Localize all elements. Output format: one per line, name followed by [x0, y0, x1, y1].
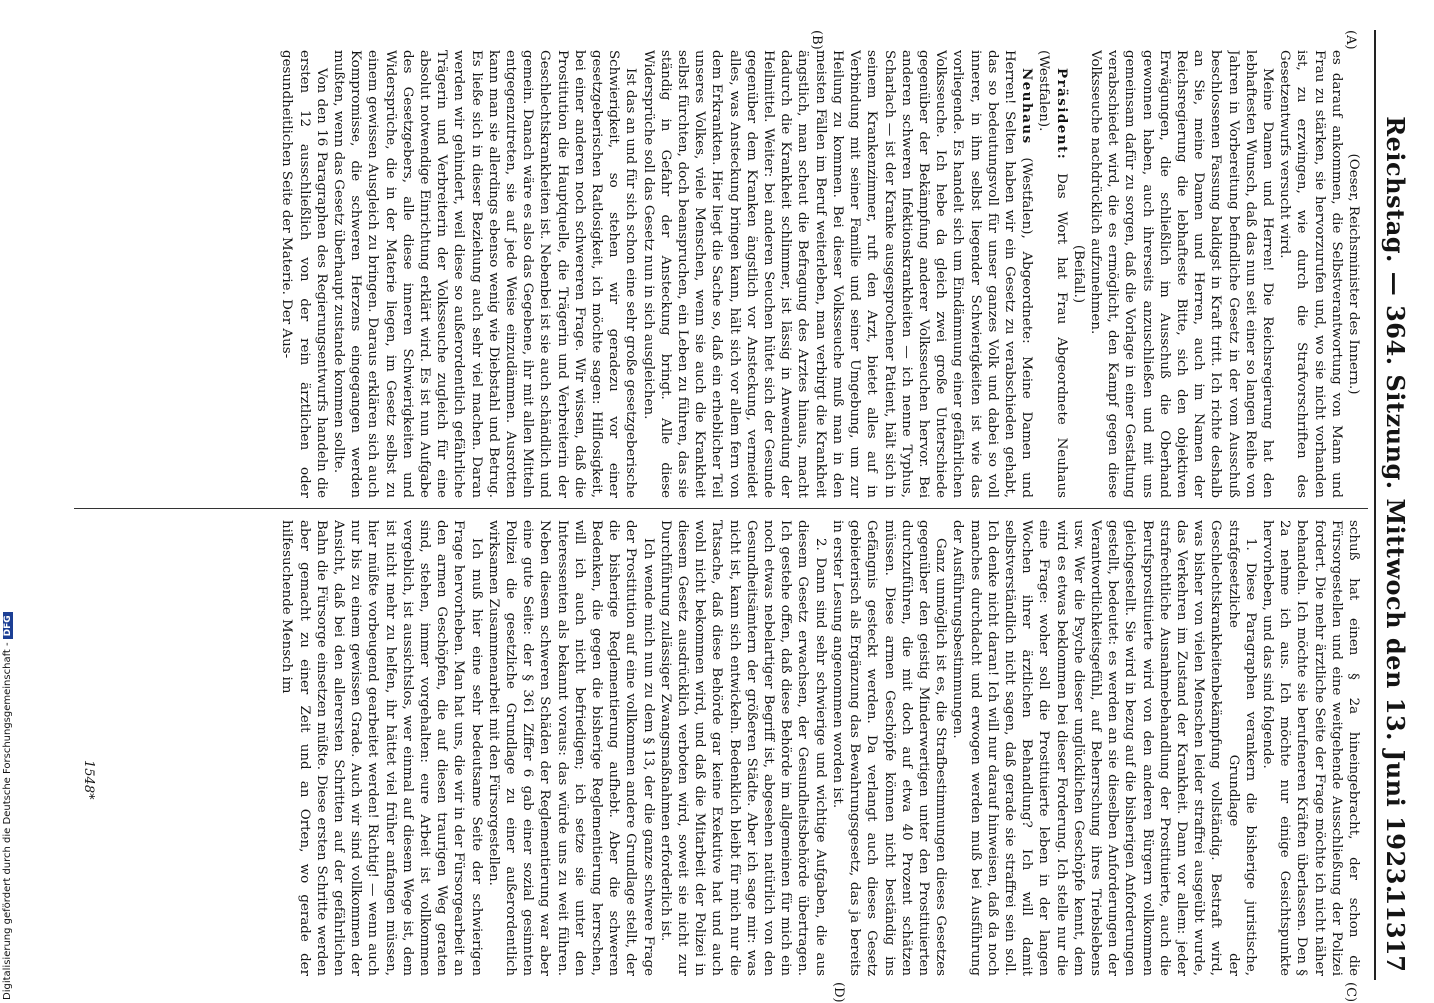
- footnote-mark: 1548*: [81, 760, 96, 800]
- page-number: 11317: [1381, 888, 1410, 972]
- speaker-name: Neuhaus: [1019, 68, 1036, 145]
- speaker-attribution: (Oeser, Reichsminister des Innern.): [1346, 153, 1361, 395]
- speech-paragraph: [639, 50, 1035, 498]
- paragraph: Meine Damen und Herren! Die Reichsregierung hat den lebhaftesten Wunsch, daß das nun seit einer so langen Reihe von Jahren in Vorbereitung befindliche Gesetz in der vom Ausschuß beschlossenen Fassung baldigst in Kraft tritt. Ich richte deshalb an Sie, meine Damen und Herren, auch im Namen der Reichsregierung die lebhafteste Bitte, sich den objektiven Erwägungen, die schließlich im Ausschuß die Oberhand gewonnen haben, auch ihrerseits anzuschließen und mit uns gemeinsam dafür zu sorgen, daß die Vorlage in einer Gestaltung verabschiedet wird, die es ermöglicht, den Kampf gegen diese Volksseuche nachdrücklich aufzunehmen.: [1087, 50, 1275, 498]
- paragraph: Ist das an und für sich schon eine sehr große gesetzgeberische Schwierigkeit, so stehen wir geradezu vor einer gesetzgeberischen Ratlosigkeit, ich möchte sagen: Hilflosigkeit, bei einer anderen noch schwereren Frage. Wir wissen, daß die Prostitution die Hauptquelle, die Trägerin und Verbreiterin der Geschlechtskrankheiten ist. Nebenbei ist sie auch schändlich und gemein. Danach wäre es also das Gegebene, ihr mit allen Mitteln entgegenzutreten, sie auf jede Weise einzudämmen. Ausrotten kann man sie allerdings ebenso wenig wie Diebstahl und Betrug. Es ließe sich in dieser Beziehung auch sehr viel machen. Daran werden wir gehindert, weil diese so außerordentlich gefährliche Trägerin und Verbreiterin der Volksseuche zugleich für eine absolut notwendige Einrichtung erklärt wird. Es ist nun Aufgabe des Gesetzgebers, alle diese inneren Schwierigkeiten und Widersprüche, die in der Materie liegen, im Gesetz selbst zu einem gewissen Ausgleich zu bringen. Daraus erklären sich auch Kompromisse, die schweren Herzens eingegangen werden mußten, wenn das Gesetz überhaupt zustande kommen sollte.: [331, 50, 639, 498]
- paragraph: Ich wende mich nun zu dem § 13, der die ganze schwere Frage der Prostitution auf eine vollkommen andere Grundlage stellt, der die bisherige Reglementierung aufhebt. Aber die schweren Bedenken, die gegen die bisherige Reglementierung herrschen, will ich auch nicht befriedigen; ich setze sie unter den Interessenten als bekannt voraus: das würde uns zu weit führen. Neben diesem schweren Schäden der Reglementierung war aber eine gute Seite: der § 361 Ziffer 6 gab einer sozial gesinnten Polizei die gesetzliche Grundlage zu einer außerordentlich wirksamen Zusammenarbeit mit den Fürsorgestellen.: [485, 520, 656, 976]
- digitization-credit: [2, 0, 16, 1000]
- paragraph-text: Das Wort hat Frau Abgeordnete Neuhaus (Westfalen).: [1036, 50, 1069, 498]
- paragraph: schuß hat einen § 2a hineingebracht, der schon die Fürsorgestellen und eine weitgehende Ausschließung der Polizei fordert. Die mehr ärztliche Seite der Frage möchte ich nicht näher behandeln. Ich möchte sie berufeneren Kräften überlassen. Den § 2a nehme ich aus. Ich möchte nur einige Gesichtspunkte hervorheben, und das sind folgende.: [1259, 520, 1361, 976]
- column-divider: [74, 508, 1368, 509]
- paragraph: 2. Dann sind sehr schwierige und wichtige Aufgaben, die aus diesem Gesetz erwachsen, der Gesundheitsbehörde übertragen. Ich gestehe offen, daß diese Behörde im allgemeinen für mich ein noch etwas nebelartiger Begriff ist, abgesehen natürlich von den Gesundheitsämtern der größeren Städte. Aber ich sage mir: was nicht ist, kann sich entwickeln. Bedenklich bleibt für mich nur die Tatsache, daß diese Behörde gar keine Exekutive hat und auch wohl nicht bekommen wird, und daß die Mitarbeit der Polizei in diesem Gesetz ausdrücklich verboten wird, soweit sie nicht zur Durchführung zulässiger Zwangsmaßnahmen erforderlich ist.: [657, 520, 828, 976]
- paragraph: Von den 16 Paragraphen des Regierungsentwurfs handeln die ersten 12 ausschließlich von der rein ärztlichen oder gesundheitlichen Seite der Materie. Der Aus-: [279, 50, 329, 498]
- applause-note: (Beifall.): [1070, 244, 1086, 304]
- president-paragraph: [1035, 50, 1069, 498]
- paragraph-text: (Westfalen), Abgeordnete: Meine Damen und Herren! Selten haben wir ein Gesetz zu verabschieden gehabt, das so bedeutungsvoll für unser ganzes Volk und dabei so voll innerer, in ihm selbst liegender Schwierigkeiten ist wie das vorliegende. Es handelt sich um Eindämmung einer gefährlichen Volksseuche. Ich hebe da gleich zwei große Unterschiede gegenüber der Bekämpfung anderer Volksseuchen hervor. Bei anderen schweren Infektionskrankheiten — ich nenne Typhus, Scharlach — ist der Kranke ausgesprochener Patient, hält sich in seinem Krankenzimmer, ruft den Arzt, bietet alles auf in Verbindung mit seiner Familie und seiner Umgebung, um zur Heilung zu kommen. Bei dieser Volksseuche muß man in den meisten Fällen im Beruf weiterleben, man verbirgt die Krankheit ängstlich, man scheut die Befragung des Arztes hinaus, macht dadurch die Krankheit schlimmer, ist lässig in Anwendung der Heilmittel. Weiter: bei anderen Seuchen hütet sich der Gesunde gegenüber dem Kranken ängstlich vor Ansteckung, vermeidet alles, was Ansteckung bringen kann, hält sich vor allem fern von dem Erkrankten. Hier liegt die Sache so, daß ein erheblicher Teil unseres Volkes, viele Menschen, wenn sie auch die Krankheit selbst fürchten, doch beanspruchen, ein Leben zu führen, das sie ständig in Gefahr der Ansteckung bringt. Alle diese Widersprüche soll das Gesetz nun in sich ausgleichen.: [640, 50, 1035, 498]
- paragraph: Ich muß hier eine sehr bedeutsame Seite der schwierigen Frage hervorheben. Man hat uns, die wir in der Fürsorgearbeit an den armen Geschöpfen, die auf diesen traurigen Weg geraten sind, stehen, immer vorgehalten: eure Arbeit ist vollkommen vergeblich, ist aussichtslos, wer einmal auf diesem Wege ist, dem ist nicht mehr zu helfen, ihr hättet viel früher anfangen müssen, hier müßte vorbeugend gearbeitet werden! Richtig! — wenn auch nur bis zu einem gewissen Grade. Auch wir sind vollkommen der Ansicht, daß bei den allerersten Schritten auf der gefährlichen Bahn die Fürsorge einsetzen müßte. Diese ersten Schritte werden aber gemacht zu einer Zeit und an Orten, wo gerade der hilfesuchende Mensch im: [279, 520, 484, 976]
- margin-marker-c: (C): [1343, 982, 1358, 1003]
- credit-text: Digitalisierung gefördert durch die Deutsche Forschungsgemeinschaft -: [2, 642, 13, 1000]
- dfg-logo: DFG: [3, 612, 13, 639]
- paragraph: es darauf ankommen, die Selbstverantwortung von Mann und Frau zu stärken, sie hervorzurufen und, wo sie nicht vorhanden ist, zu erzwingen, wie durch die Strafvorschriften des Gesetzentwurfs versucht wird.: [1277, 50, 1344, 498]
- header-title: Reichstag. — 364. Sitzung. Mittwoch den 13. Juni 1923.: [1381, 116, 1410, 894]
- page-header: [1374, 30, 1416, 980]
- margin-marker-a: (A): [1343, 30, 1358, 50]
- paragraph: Ganz unmöglich ist es, die Strafbestimmungen dieses Gesetzes gegenüber den geistig Minderwertigen unter den Prostituierten durchzuführen, die mit doch auf etwa 40 Prozent schätzen müssen. Diese armen Geschöpfe können nicht beständig ins Gefängnis gesteckt werden. Da verlangt auch dieses Gesetz gebieterisch als Ergänzung das Bewahrungsgesetz, das ja bereits in erster Lesung angenommen worden ist.: [829, 520, 949, 976]
- paragraph: 1. Diese Paragraphen verankern die bisherige juristische, strafgesetzliche Grundlage der Geschlechtskrankheitenbekämpfung vollständig. Bestraft wird, was bisher von vielen Menschen leider straffrei ausgeübt wurde, das Verkehren im Zustand der Krankheit. Dann vor allem: jeder strafrechtliche Ausnahmebehandlung der Prostituierte, auch die Berufsprostituierte wird von den anderen Bürgern vollkommen gleichgestellt. Sie wird in bezug auf die bisherigen Anforderungen gestellt, bedeutet: es werden an sie dieselben Anforderungen der Verantwortlichkeitsgefühl, auf Beherrschung ihres Triebslebens usw. Wer die Psyche dieser unglücklichen Geschöpfe kennt, dem wird es etwas beklommen bei dieser Forderung. Ich stelle nur die eine Frage: woher soll die Prostituierte leben in der langen Wochen ihrer ärztlichen Behandlung? Ich will damit selbstverständlich nicht sagen, daß gerade sie straffrei sein soll. Ich denke nicht daran! Ich will nur darauf hinweisen, daß da noch manches durchdacht und erwogen werden muß bei Ausführung der Ausführungsbestimmungen.: [950, 520, 1258, 976]
- speaker-name: Präsident:: [1053, 68, 1070, 161]
- margin-marker-d: (D): [831, 982, 846, 1003]
- left-column: [84, 50, 1362, 498]
- rotated-page: [54, 0, 1434, 1003]
- margin-marker-b: (B): [809, 30, 824, 50]
- right-column: [84, 520, 1362, 976]
